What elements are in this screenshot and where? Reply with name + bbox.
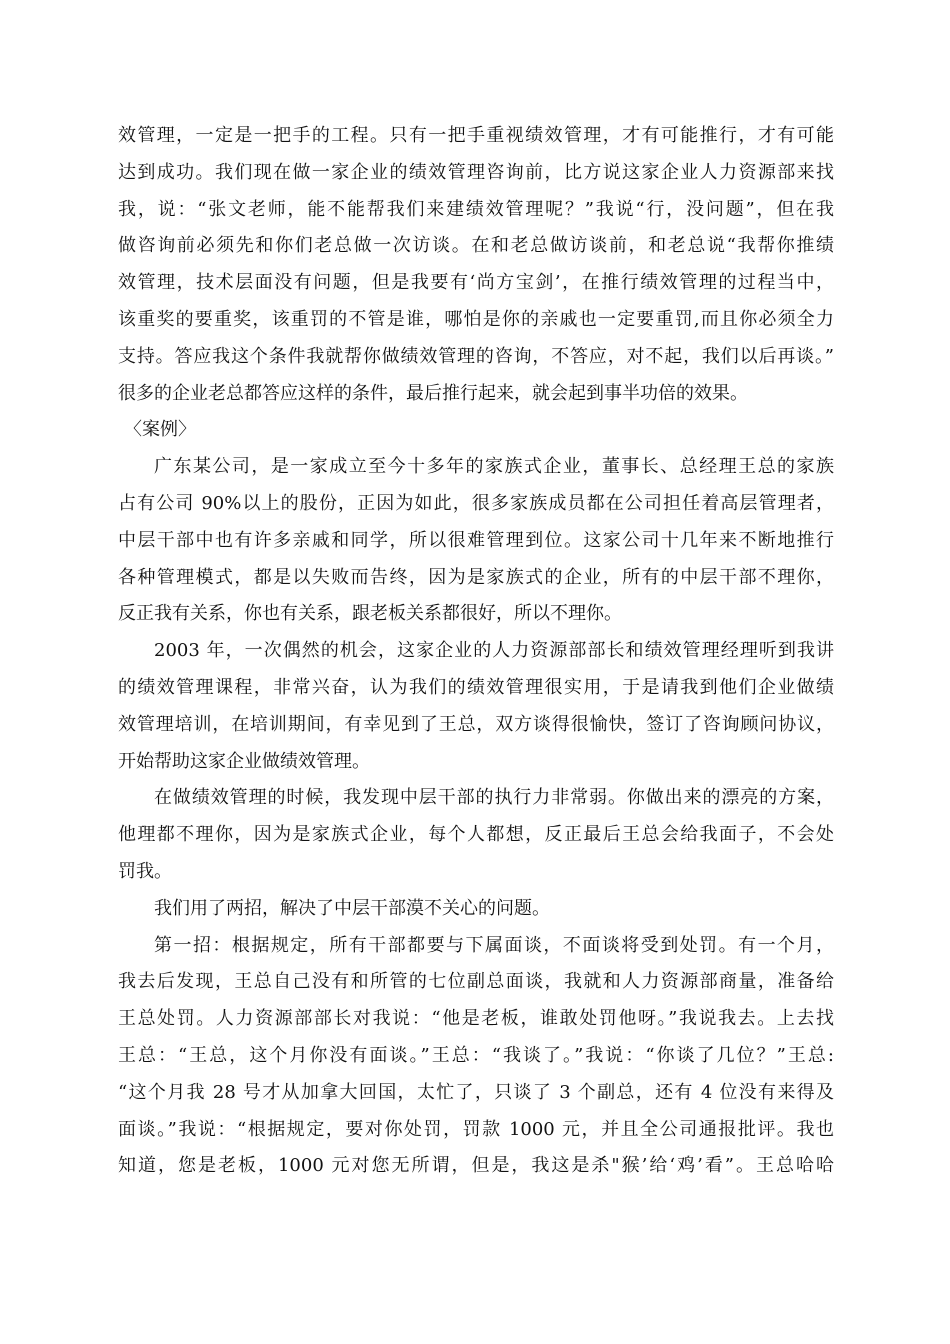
text-line: 占有公司 90%以上的股份，正因为如此，很多家族成员都在公司担任着高层管理者， xyxy=(118,492,834,514)
text-line: 各种管理模式，都是以失败而告终，因为是家族式的企业，所有的中层干部不理你， xyxy=(118,566,834,588)
text-line: 做咨询前必须先和你们老总做一次访谈。在和老总做访谈前，和老总说“我帮你推绩 xyxy=(118,235,834,257)
case-heading: 〈案例〉 xyxy=(124,419,196,441)
text-line: 他理都不理你，因为是家族式企业，每个人都想，反正最后王总会给我面子，不会处 xyxy=(118,824,834,846)
text-line: 很多的企业老总都答应这样的条件，最后推行起来，就会起到事半功倍的效果。 xyxy=(118,382,748,404)
text-line: 效管理，技术层面没有问题，但是我要有‘尚方宝剑’，在推行绩效管理的过程当中， xyxy=(118,272,834,294)
document-body xyxy=(118,118,834,1185)
text-line: 中层干部中也有许多亲戚和同学，所以很难管理到位。这家公司十几年来不断地推行 xyxy=(118,529,834,551)
text-line: 的绩效管理课程，非常兴奋，认为我们的绩效管理很实用，于是请我到他们企业做绩 xyxy=(118,676,834,698)
text-line: 开始帮助这家企业做绩效管理。 xyxy=(118,750,370,772)
text-line: 知道，您是老板，1000 元对您无所谓，但是，我这是杀"猴’给‘鸡’看”。王总哈哈 xyxy=(118,1155,834,1177)
text-line: 我们用了两招，解决了中层干部漠不关心的问题。 xyxy=(154,897,550,919)
text-line: 2003 年，一次偶然的机会，这家企业的人力资源部部长和绩效管理经理听到我讲 xyxy=(154,640,834,662)
text-line: 该重奖的要重奖，该重罚的不管是谁，哪怕是你的亲戚也一定要重罚,而且你必须全力 xyxy=(118,308,834,330)
text-line: 广东某公司，是一家成立至今十多年的家族式企业，董事长、总经理王总的家族 xyxy=(154,456,834,478)
text-line: 效管理，一定是一把手的工程。只有一把手重视绩效管理，才有可能推行，才有可能 xyxy=(118,125,834,146)
text-line: “这个月我 28 号才从加拿大回国，太忙了，只谈了 3 个副总，还有 4 位没有来得及 xyxy=(118,1081,834,1103)
text-line: 达到成功。我们现在做一家企业的绩效管理咨询前，比方说这家企业人力资源部来找 xyxy=(118,161,834,183)
text-line: 罚我。 xyxy=(118,860,172,882)
text-line: 我，说：“张文老师，能不能帮我们来建绩效管理呢？”我说“行，没问题”，但在我 xyxy=(118,198,834,220)
text-line: 第一招：根据规定，所有干部都要与下属面谈，不面谈将受到处罚。有一个月， xyxy=(154,934,834,956)
text-line: 支持。答应我这个条件我就帮你做绩效管理的咨询，不答应，对不起，我们以后再谈。” xyxy=(118,345,834,367)
text-line: 在做绩效管理的时候，我发现中层干部的执行力非常弱。你做出来的漂亮的方案， xyxy=(154,787,834,809)
text-line: 我去后发现，王总自己没有和所管的七位副总面谈，我就和人力资源部商量，准备给 xyxy=(118,971,834,993)
text-line: 效管理培训，在培训期间，有幸见到了王总，双方谈得很愉快，签订了咨询顾问协议， xyxy=(118,713,834,735)
text-line: 面谈。”我说：“根据规定，要对你处罚，罚款 1000 元，并且全公司通报批评。我也 xyxy=(118,1118,834,1140)
text-line: 王总：“王总，这个月你没有面谈。”王总：“我谈了。”我说：“你谈了几位？”王总: xyxy=(118,1044,834,1066)
text-line: 王总处罚。人力资源部部长对我说：“他是老板，谁敢处罚他呀。”我说我去。上去找 xyxy=(118,1008,834,1030)
text-line: 反正我有关系，你也有关系，跟老板关系都很好，所以不理你。 xyxy=(118,603,622,625)
